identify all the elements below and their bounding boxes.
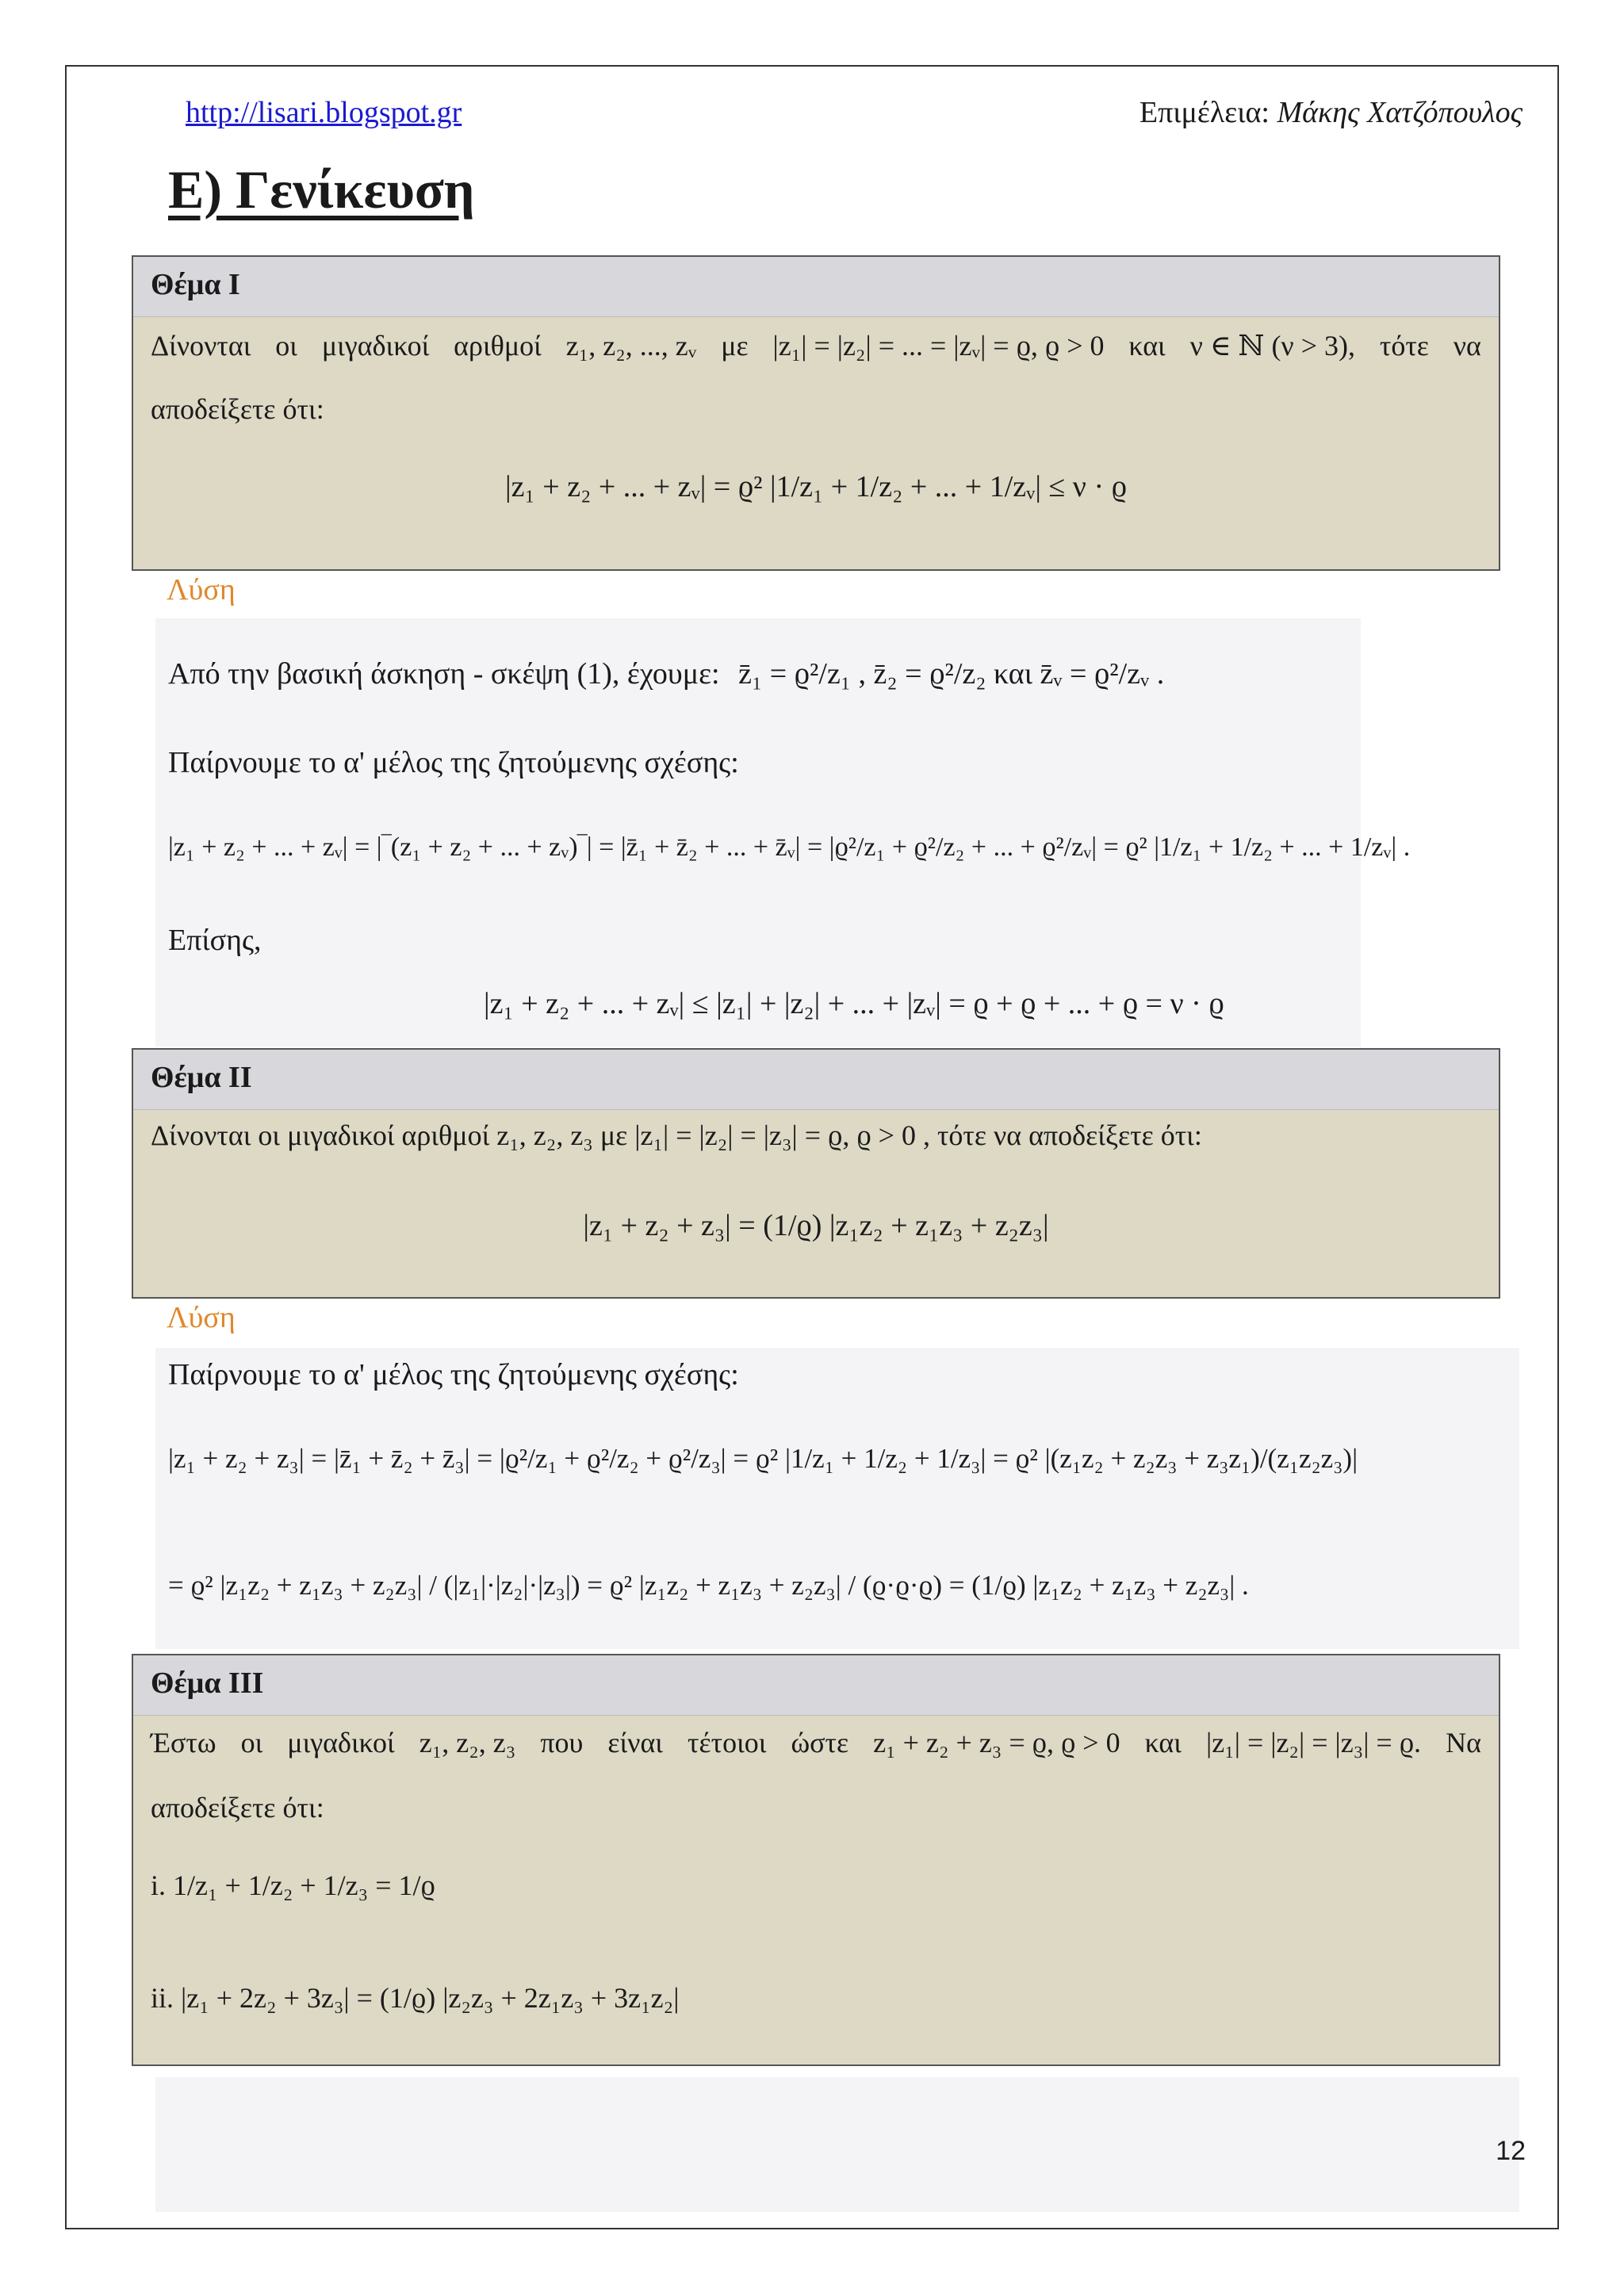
solution-2-label: Λύση (167, 1301, 236, 1334)
theme-1-formula: |z₁ + z₂ + ... + zᵥ| = ϱ² |1/z₁ + 1/z₂ + ... + 1/zᵥ| ≤ ν · ϱ (505, 470, 1127, 503)
page-number: 12 (1496, 2136, 1526, 2166)
solution-1-line2-formula: |z₁ + z₂ + ... + zᵥ| = |‾(z₁ + z₂ + ... + zᵥ)‾| = |z̄₁ + z̄₂ + ... + z̄ᵥ| = |ϱ²/z₁ + ϱ²/z₂ + ... + ϱ²/zᵥ| = ϱ² |1/z₁ + 1/z₂ + ... + 1/zᵥ| . (168, 832, 1411, 862)
bottom-shade (155, 2077, 1519, 2212)
theme-2-formula: |z₁ + z₂ + z₃| = (1/ϱ) |z₁z₂ + z₁z₃ + z₂z₃| (583, 1209, 1049, 1242)
theme-1-box (132, 255, 1500, 571)
solution-1-line2-text: Παίρνουμε το α' μέλος της ζητούμενης σχέσης: (168, 746, 739, 779)
theme-2-statement: Δίνονται οι μιγαδικοί αριθμοί z₁, z₂, z₃ με |z₁| = |z₂| = |z₃| = ϱ, ϱ > 0 , τότε να αποδείξετε ότι: (151, 1119, 1202, 1151)
item-ii-label: ii. (151, 1982, 174, 2014)
theme-3-statement-line2: αποδείξετε ότι: (151, 1792, 324, 1823)
theme-3-item-i (151, 1868, 1481, 1903)
theme-3-statement: Έστω οι μιγαδικοί z₁, z₂, z₃ που είναι τέτοιοι ώστε z₁ + z₂ + z₃ = ϱ, ϱ > 0 και |z₁| = |z₂| = |z₃| = ϱ. Να (151, 1727, 1481, 1758)
theme-3-heading: Θέμα III (133, 1655, 1499, 1716)
theme-3-box (132, 1654, 1500, 2066)
theme-2-heading: Θέμα II (133, 1050, 1499, 1110)
solution-2-line1-text: Παίρνουμε το α' μέλος της ζητούμενης σχέσης: (168, 1358, 739, 1391)
section-title: Ε) Γενίκευση (168, 159, 475, 220)
solution-1-line3-text: Επίσης, (168, 924, 262, 957)
theme-1-heading: Θέμα I (133, 257, 1499, 317)
solution-2-line3-formula: = ϱ² |z₁z₂ + z₁z₃ + z₂z₃| / (|z₁|·|z₂|·|z₃|) = ϱ² |z₁z₂ + z₁z₃ + z₂z₃| / (ϱ·ϱ·ϱ) = (1/ϱ) |z₁z₂ + z₁z₃ + z₂z₃| . (168, 1570, 1249, 1601)
editor-credit (1139, 95, 1522, 130)
solution-2-line2-formula: |z₁ + z₂ + z₃| = |z̄₁ + z̄₂ + z̄₃| = |ϱ²/z₁ + ϱ²/z₂ + ϱ²/z₃| = ϱ² |1/z₁ + 1/z₂ + 1/z₃| = ϱ² |(z₁z₂ + z₂z₃ + z₃z₁)/(z₁z₂z₃)| (168, 1443, 1358, 1474)
solution-1-line1 (168, 656, 1164, 691)
editor-name: Μάκης Χατζόπουλος (1277, 96, 1522, 129)
blog-link[interactable]: http://lisari.blogspot.gr (186, 96, 462, 129)
solution-1-label: Λύση (167, 573, 236, 607)
solution-2-area (155, 1348, 1519, 1649)
solution-1-line1-text: Από την βασική άσκηση - σκέψη (1), έχουμε: (168, 657, 720, 691)
theme-2-box (132, 1048, 1500, 1299)
item-i-label: i. (151, 1869, 167, 1901)
theme-3-item-ii (151, 1980, 1481, 2015)
item-i-formula: 1/z₁ + 1/z₂ + 1/z₃ = 1/ϱ (173, 1869, 435, 1901)
item-ii-formula: |z₁ + 2z₂ + 3z₃| = (1/ϱ) |z₂z₃ + 2z₁z₃ + 3z₁z₂| (181, 1982, 680, 2014)
editor-label: Επιμέλεια: (1139, 96, 1270, 129)
solution-1-line1-formula: z̄₁ = ϱ²/z₁ , z̄₂ = ϱ²/z₂ και z̄ᵥ = ϱ²/zᵥ . (738, 657, 1165, 691)
theme-1-statement: Δίνονται οι μιγαδικοί αριθμοί z₁, z₂, ..., zᵥ με |z₁| = |z₂| = ... = |zᵥ| = ϱ, ϱ > 0 και ν ∈ ℕ (ν > 3), τότε να (151, 330, 1481, 362)
theme-1-statement-line2: αποδείξετε ότι: (151, 393, 324, 425)
solution-1-line3-formula: |z₁ + z₂ + ... + zᵥ| ≤ |z₁| + |z₂| + ... + |zᵥ| = ϱ + ϱ + ... + ϱ = ν · ϱ (484, 987, 1224, 1020)
